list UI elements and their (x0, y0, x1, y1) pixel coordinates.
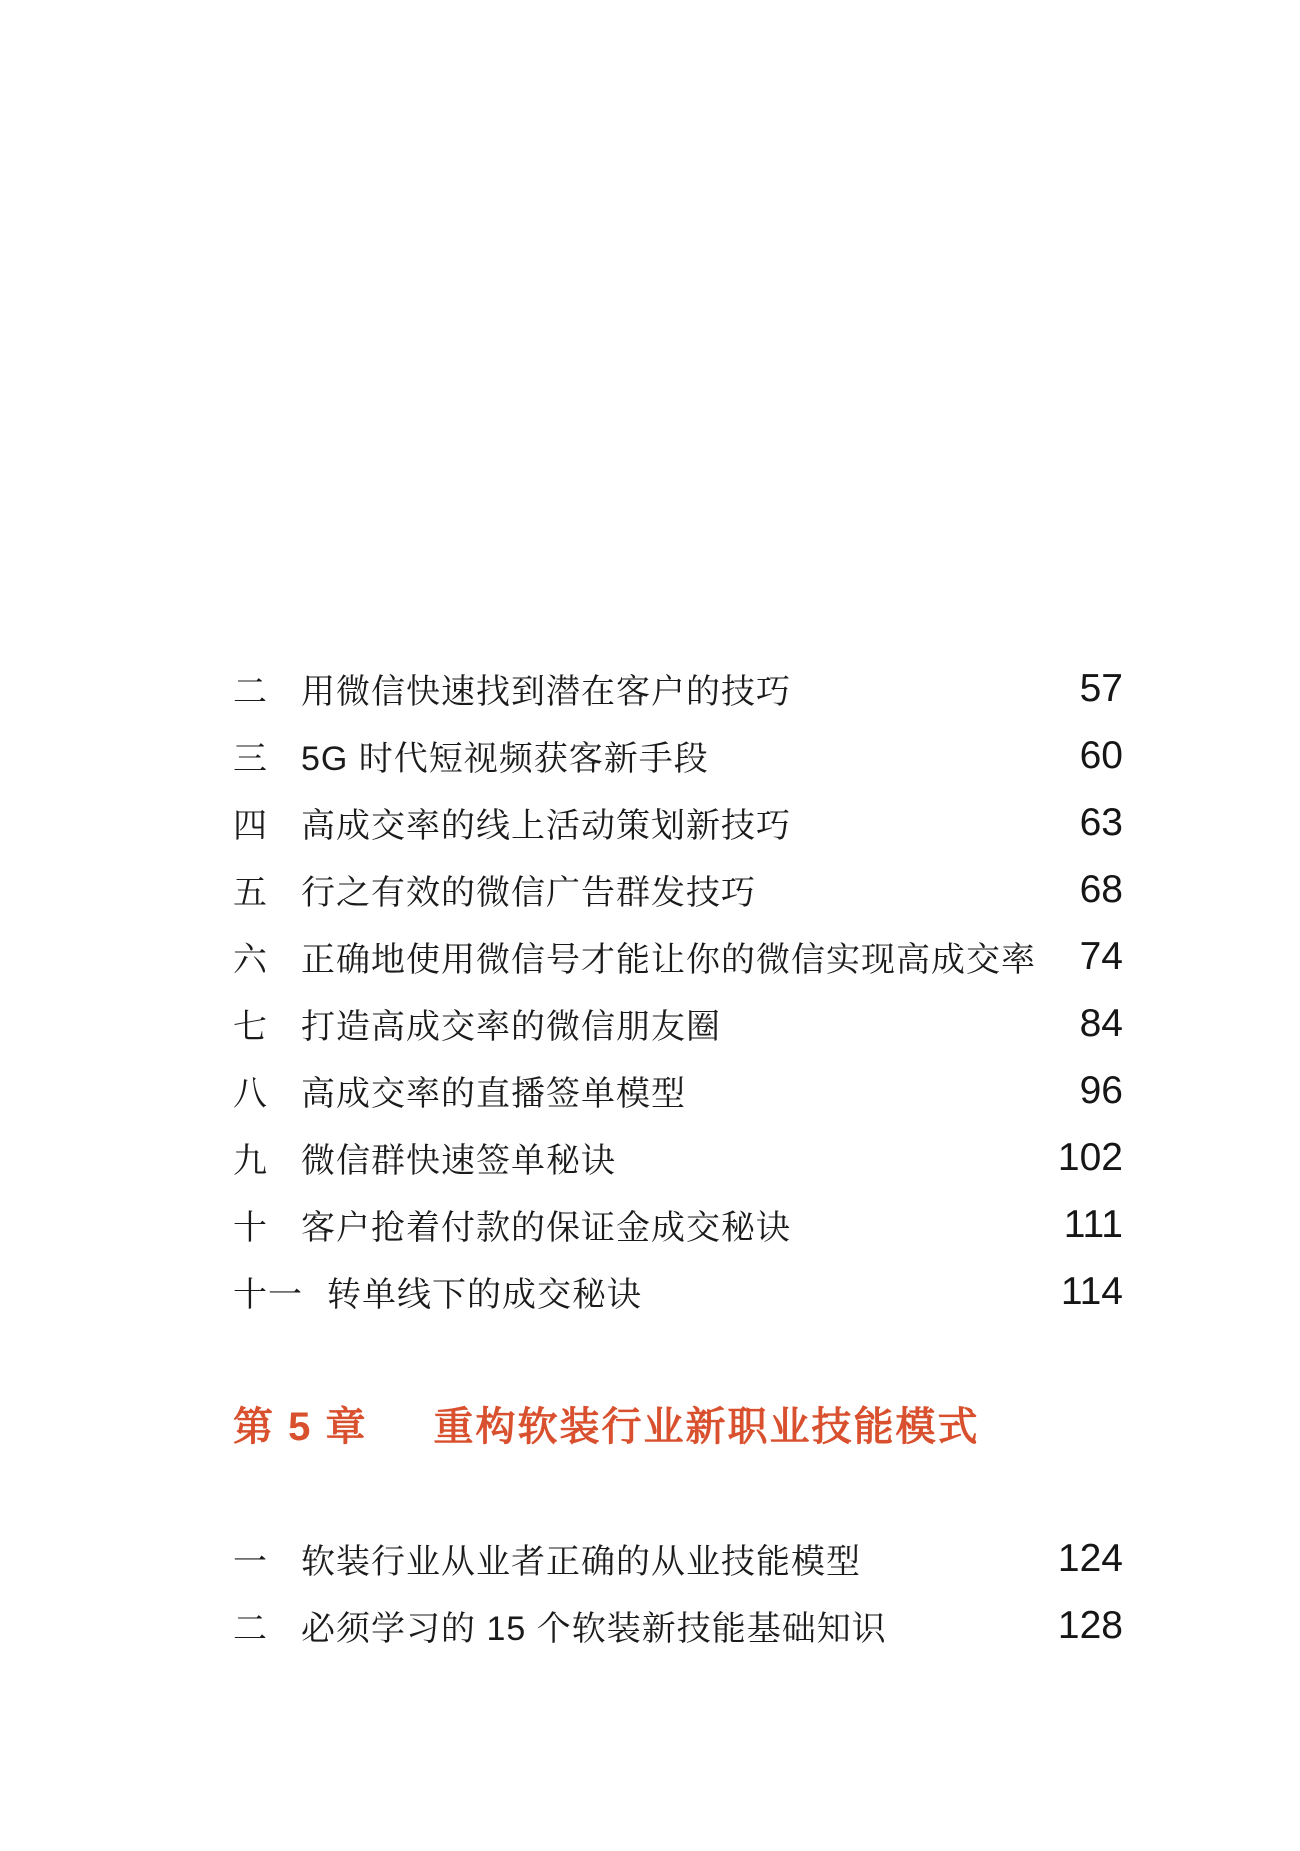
toc-entry (233, 990, 1123, 1057)
toc-entry (233, 722, 1123, 789)
entry-page-number: 84 (1079, 1001, 1123, 1045)
entry-page-number: 57 (1079, 666, 1123, 710)
toc-entry (233, 856, 1123, 923)
entry-page-number: 60 (1079, 733, 1123, 777)
entry-title: 必须学习的 15 个软装新技能基础知识 (301, 1610, 887, 1648)
entry-title: 转单线下的成交秘诀 (327, 1276, 642, 1314)
entry-number: 十 (233, 1209, 268, 1247)
entry-title: 用微信快速找到潜在客户的技巧 (301, 673, 791, 711)
entry-title: 高成交率的线上活动策划新技巧 (301, 807, 791, 845)
entry-title: 高成交率的直播签单模型 (301, 1075, 686, 1113)
entry-number: 二 (233, 1610, 268, 1648)
entry-page-number: 128 (1057, 1603, 1123, 1647)
entry-number: 六 (233, 941, 268, 979)
entry-page-number: 63 (1079, 800, 1123, 844)
entry-number: 一 (233, 1543, 268, 1581)
chapter-number-label: 第 5 章 (233, 1404, 368, 1449)
entry-number: 四 (233, 807, 268, 845)
toc-entry (233, 1592, 1123, 1659)
entry-title: 打造高成交率的微信朋友圈 (301, 1008, 721, 1046)
toc-content (233, 655, 1123, 1659)
toc-entry (233, 789, 1123, 856)
entry-title: 软装行业从业者正确的从业技能模型 (301, 1543, 861, 1581)
entry-number: 七 (233, 1008, 268, 1046)
toc-entry (233, 1124, 1123, 1191)
toc-section-chapter5 (233, 1525, 1123, 1659)
toc-entry (233, 1191, 1123, 1258)
entry-page-number: 74 (1079, 934, 1123, 978)
entry-page-number: 124 (1057, 1536, 1123, 1580)
toc-section-chapter4 (233, 655, 1123, 1325)
entry-title: 行之有效的微信广告群发技巧 (301, 874, 756, 912)
entry-title: 5G 时代短视频获客新手段 (301, 740, 709, 778)
entry-number: 十一 (233, 1276, 303, 1314)
entry-page-number: 102 (1057, 1135, 1123, 1179)
toc-entry (233, 1525, 1123, 1592)
toc-entry (233, 1258, 1123, 1325)
toc-entry (233, 923, 1123, 990)
entry-number: 三 (233, 740, 268, 778)
entry-page-number: 114 (1060, 1269, 1123, 1313)
entry-page-number: 111 (1063, 1202, 1123, 1246)
entry-title: 客户抢着付款的保证金成交秘诀 (301, 1209, 791, 1247)
toc-entry (233, 1057, 1123, 1124)
entry-page-number: 68 (1079, 867, 1123, 911)
toc-entry (233, 655, 1123, 722)
chapter-title: 重构软装行业新职业技能模式 (433, 1404, 980, 1449)
entry-title: 正确地使用微信号才能让你的微信实现高成交率 (301, 941, 1036, 979)
entry-number: 九 (233, 1142, 268, 1180)
entry-number: 五 (233, 874, 268, 912)
entry-title: 微信群快速签单秘诀 (301, 1142, 616, 1180)
entry-page-number: 96 (1079, 1068, 1123, 1112)
entry-number: 八 (233, 1075, 268, 1113)
entry-number: 二 (233, 673, 268, 711)
chapter-heading (233, 1400, 1123, 1449)
